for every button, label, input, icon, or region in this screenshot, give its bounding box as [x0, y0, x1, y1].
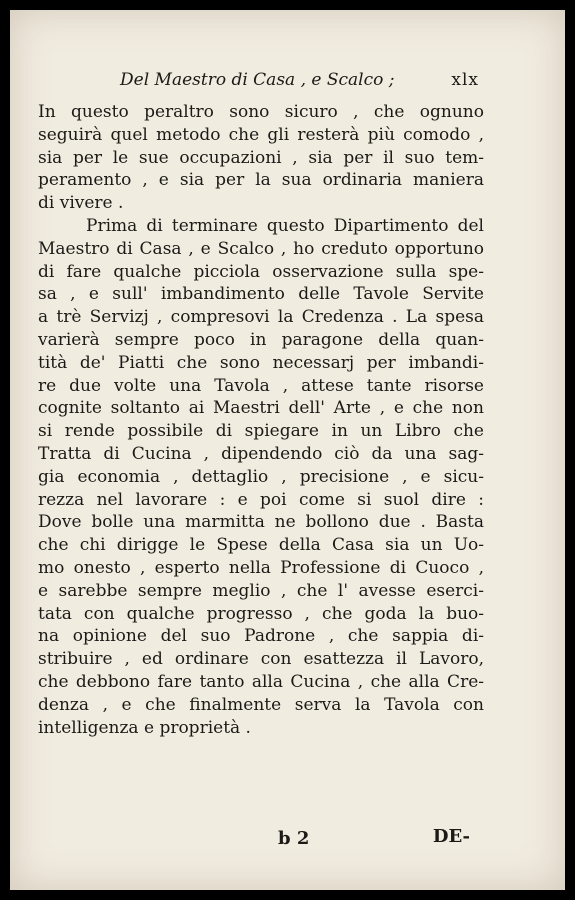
text-line: varierà sempre poco in paragone della quan- [38, 329, 484, 350]
text-line: di fare qualche picciola osservazione sulla spe- [38, 261, 484, 282]
text-line: stribuire , ed ordinare con esattezza il Lavoro, [38, 649, 484, 670]
text-line: sia per le sue occupazioni , sia per il suo tem- [38, 147, 484, 168]
page-number: xlx [451, 70, 479, 90]
text-line: na opinione del suo Padrone , che sappia di- [38, 626, 484, 647]
text-line: Prima di terminare questo Dipartimento del [86, 215, 484, 236]
paragraph-2 [38, 215, 484, 739]
page-footer [10, 828, 565, 856]
text-line: intelligenza e proprietà . [38, 717, 251, 738]
text-line: rezza nel lavorare : e poi come si suol dire : [38, 489, 484, 510]
catchword: DE- [432, 826, 470, 847]
text-line: sa , e sull' imbandimento delle Tavole Servite [38, 284, 484, 305]
paragraph-1 [38, 101, 484, 215]
text-line: cognite soltanto ai Maestri dell' Arte , e che non [38, 398, 484, 419]
text-line: di vivere . [38, 193, 124, 214]
body-text [38, 101, 484, 739]
text-line: tità de' Piatti che sono necessarj per imbandi- [38, 352, 484, 373]
text-line: seguirà quel metodo che gli resterà più comodo , [38, 124, 484, 145]
text-line: che chi dirigge le Spese della Casa sia un Uo- [38, 535, 484, 556]
text-line: denza , e che finalmente serva la Tavola con [38, 694, 484, 715]
text-line: a trè Servizj , compresovi la Credenza . La spesa [38, 307, 484, 328]
signature-mark: b 2 [278, 828, 310, 849]
text-line: e sarebbe sempre meglio , che l' avesse eserci- [38, 580, 484, 601]
text-line: peramento , e sia per la sua ordinaria maniera [38, 170, 484, 191]
text-line: Dove bolle una marmitta ne bollono due . Basta [38, 512, 484, 533]
text-line: si rende possibile di spiegare in un Libro che [38, 421, 484, 442]
running-head: Del Maestro di Casa , e Scalco ; [120, 70, 395, 90]
text-line: che debbono fare tanto alla Cucina , che alla Cre- [38, 671, 484, 692]
text-line: mo onesto , esperto nella Professione di Cuoco , [38, 557, 484, 578]
text-line: re due volte una Tavola , attese tante risorse [38, 375, 484, 396]
text-line: gia economia , dettaglio , precisione , e sicu- [38, 466, 484, 487]
page-header [10, 70, 565, 96]
text-line: Maestro di Casa , e Scalco , ho creduto opportuno [38, 238, 484, 259]
text-line: Tratta di Cucina , dipendendo ciò da una sag- [38, 443, 484, 464]
text-line: tata con qualche progresso , che goda la buo- [38, 603, 484, 624]
book-page [10, 10, 565, 890]
text-line: In questo peraltro sono sicuro , che ognuno [38, 102, 484, 122]
